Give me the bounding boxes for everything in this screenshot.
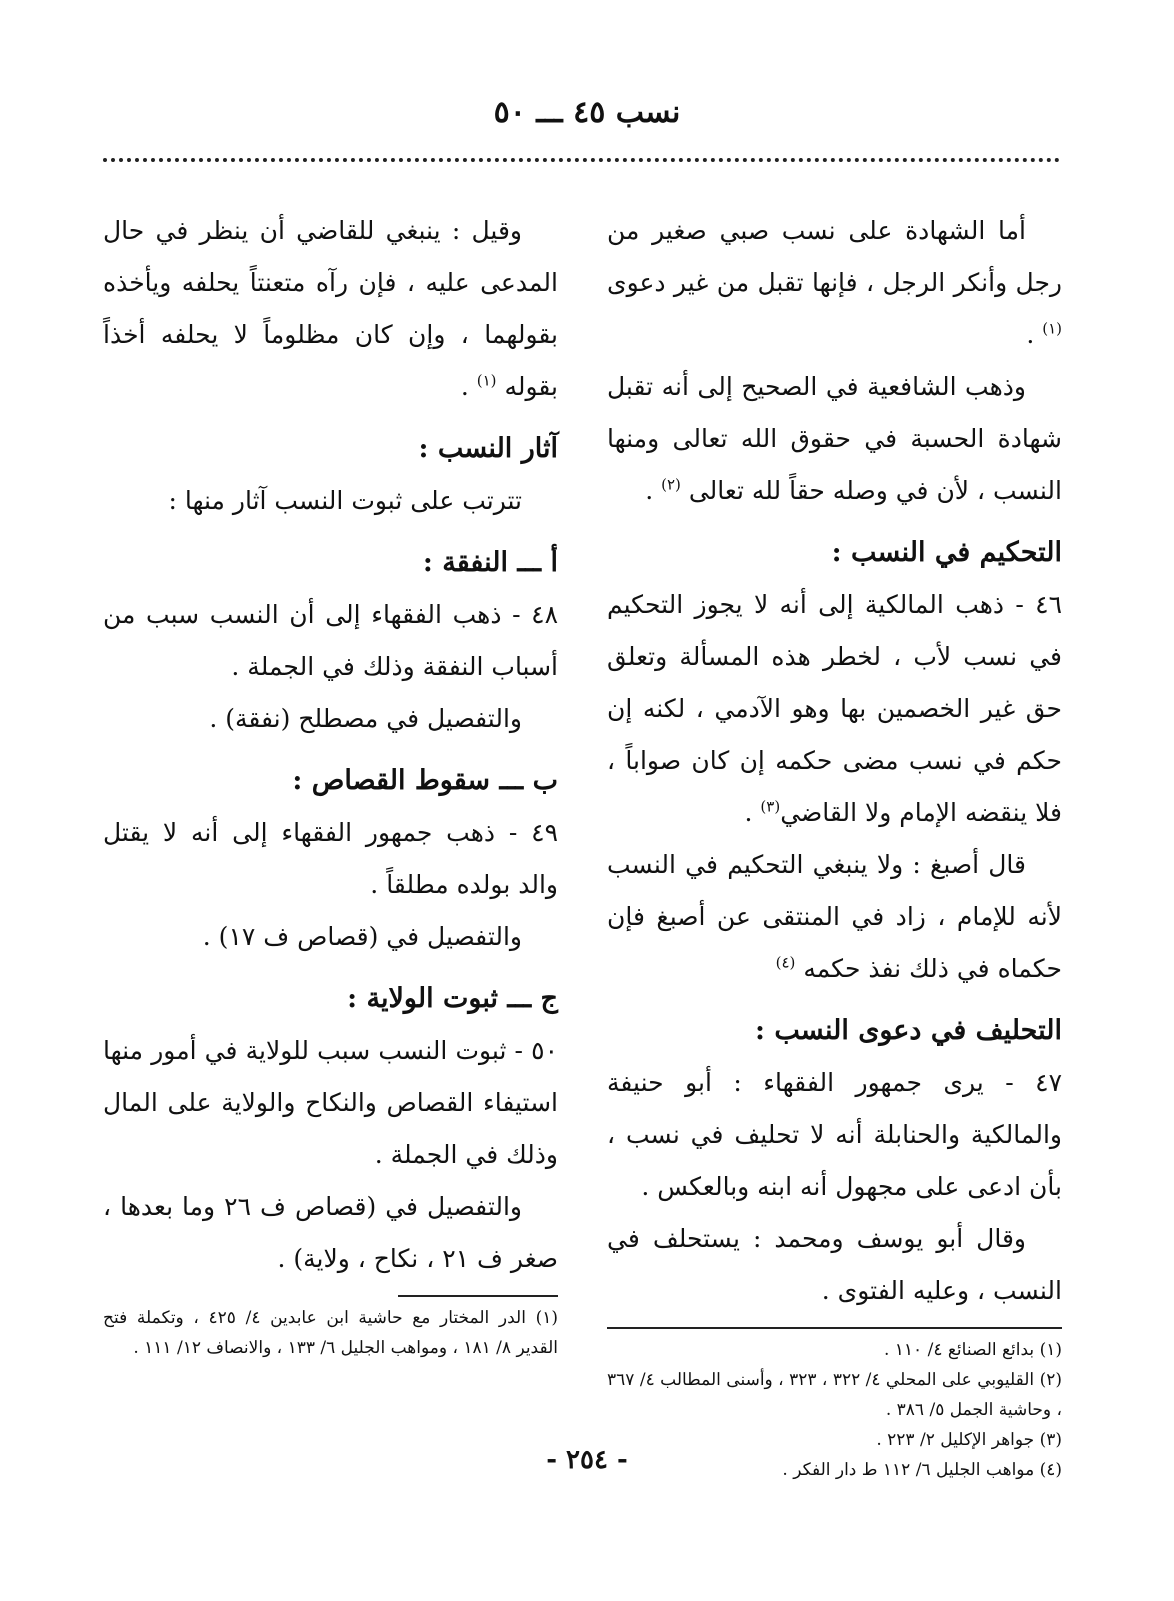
section-heading: آثار النسب : <box>418 433 558 464</box>
footnote: (٤) مواهب الجليل ٦/ ١١٢ ط دار الفكر . <box>782 1460 1062 1480</box>
paragraph: وقيل : ينبغي للقاضي أن ينظر في حال المدعى عليه ، فإن رآه متعنتاً يحلفه ويأخذه بقولهما ، وإن كان مظلوماً لا يحلفه أخذاً بقوله $^{(١)}$ . <box>103 216 558 401</box>
paragraph: وذهب الشافعية في الصحيح إلى أنه تقبل شهادة الحسبة في حقوق الله تعالى ومنها النسب ، لأن في وصله حقاً لله تعالى $^{(٢)}$ . <box>607 372 1062 505</box>
footnote-ref: (٣) <box>760 797 781 816</box>
footnote: (٣) جواهر الإكليل ٢/ ٢٢٣ . <box>876 1430 1062 1450</box>
paragraph: ٤٨ - ذهب الفقهاء إلى أن النسب سبب من أسباب النفقة وذلك في الجملة . <box>103 600 558 681</box>
section-heading: التحكيم في النسب : <box>831 537 1062 568</box>
paragraph: ٤٦ - ذهب المالكية إلى أنه لا يجوز التحكيم في نسب لأب ، لخطر هذه المسألة وتعلق حق غير الخصمين بها وهو الآدمي ، لكنه إن حكم في نسب مضى حكمه إن كان صواباً ، فلا ينقضه الإمام ولا القاضي$^{(٣)}$ . <box>607 590 1062 827</box>
section-heading: ب ـــ سقوط القصاص : <box>292 765 558 796</box>
paragraph <box>607 839 1062 995</box>
right-column <box>607 205 1062 1485</box>
left-column <box>103 205 558 1363</box>
paragraph: ٤٩ - ذهب جمهور الفقهاء إلى أنه لا يقتل والد بولده مطلقاً . <box>103 818 558 899</box>
footnote-rule <box>398 1295 558 1297</box>
footnote-ref: (٢) <box>661 475 681 494</box>
paragraph-text: أما الشهادة على نسب صبي صغير من رجل وأنكر الرجل ، فإنها تقبل من غير دعوى <box>607 216 1062 297</box>
footnote-rule <box>607 1327 1062 1329</box>
paragraph: والتفصيل في (قصاص ف ١٧) . <box>202 922 522 951</box>
paragraph: أما الشهادة على نسب صبي صغير من رجل وأنكر الرجل ، فإنها تقبل من غير دعوى $^{(١)}$ . <box>607 216 1062 349</box>
page-number: - ٢٥٤ - <box>546 1445 628 1475</box>
running-header: نسب ٤٥ ـــ ٥٠ <box>493 95 681 130</box>
footnote-ref: (١) <box>476 371 497 390</box>
paragraph: والتفصيل في مصطلح (نفقة) . <box>209 704 522 733</box>
section-heading: أ ـــ النفقة : <box>422 547 558 578</box>
section-heading: التحليف في دعوى النسب : <box>754 1015 1062 1046</box>
footnote: (٢) القليوبي على المحلي ٤/ ٣٢٢ ، ٣٢٣ ، وأسنى المطالب ٤/ ٣٦٧ ، وحاشية الجمل ٥/ ٣٨٦ . <box>607 1370 1062 1420</box>
paragraph: والتفصيل في (قصاص ف ٢٦ وما بعدها ، صغر ف ٢١ ، نكاح ، ولاية) . <box>103 1192 558 1273</box>
paragraph: ٤٧ - يرى جمهور الفقهاء : أبو حنيفة والمالكية والحنابلة أنه لا تحليف في نسب ، بأن ادعى على مجهول أنه ابنه وبالعكس . <box>607 1068 1062 1201</box>
paragraph-text: قال أصبغ : ولا ينبغي التحكيم في النسب لأنه للإمام ، زاد في المنتقى عن أصبغ فإن حكماه في ذلك نفذ حكمه <box>607 850 1062 983</box>
footnote-ref: (٤) <box>775 953 796 972</box>
footnote-ref: (١) <box>1042 319 1062 338</box>
dotted-separator <box>103 158 1060 162</box>
paragraph: ٥٠ - ثبوت النسب سبب للولاية في أمور منها استيفاء القصاص والنكاح والولاية على المال وذلك في الجملة . <box>103 1036 558 1169</box>
paragraph-text: وقيل : ينبغي للقاضي أن ينظر في حال المدعى عليه ، فإن رآه متعنتاً يحلفه ويأخذه بقولهما ، وإن كان مظلوماً لا يحلفه أخذاً بقوله <box>103 216 558 401</box>
paragraph-text: وذهب الشافعية في الصحيح إلى أنه تقبل شهادة الحسبة في حقوق الله تعالى ومنها النسب ، لأن في وصله حقاً لله تعالى <box>607 372 1062 505</box>
footnote: (١) الدر المختار مع حاشية ابن عابدين ٤/ ٤٢٥ ، وتكملة فتح القدير ٨/ ١٨١ ، ومواهب الجليل ٦/ ١٣٣ ، والانصاف ١٢/ ١١١ . <box>103 1308 558 1358</box>
paragraph-text: ٤٦ - ذهب المالكية إلى أنه لا يجوز التحكيم في نسب لأب ، لخطر هذه المسألة وتعلق حق غير الخصمين بها وهو الآدمي ، لكنه إن حكم في نسب مضى حكمه إن كان صواباً ، فلا ينقضه الإمام ولا القاضي <box>607 590 1062 827</box>
section-heading: ج ـــ ثبوت الولاية : <box>347 983 558 1014</box>
footnote: (١) بدائع الصنائع ٤/ ١١٠ . <box>883 1340 1062 1360</box>
paragraph: تترتب على ثبوت النسب آثار منها : <box>168 486 522 515</box>
paragraph: وقال أبو يوسف ومحمد : يستحلف في النسب ، وعليه الفتوى . <box>607 1224 1062 1305</box>
